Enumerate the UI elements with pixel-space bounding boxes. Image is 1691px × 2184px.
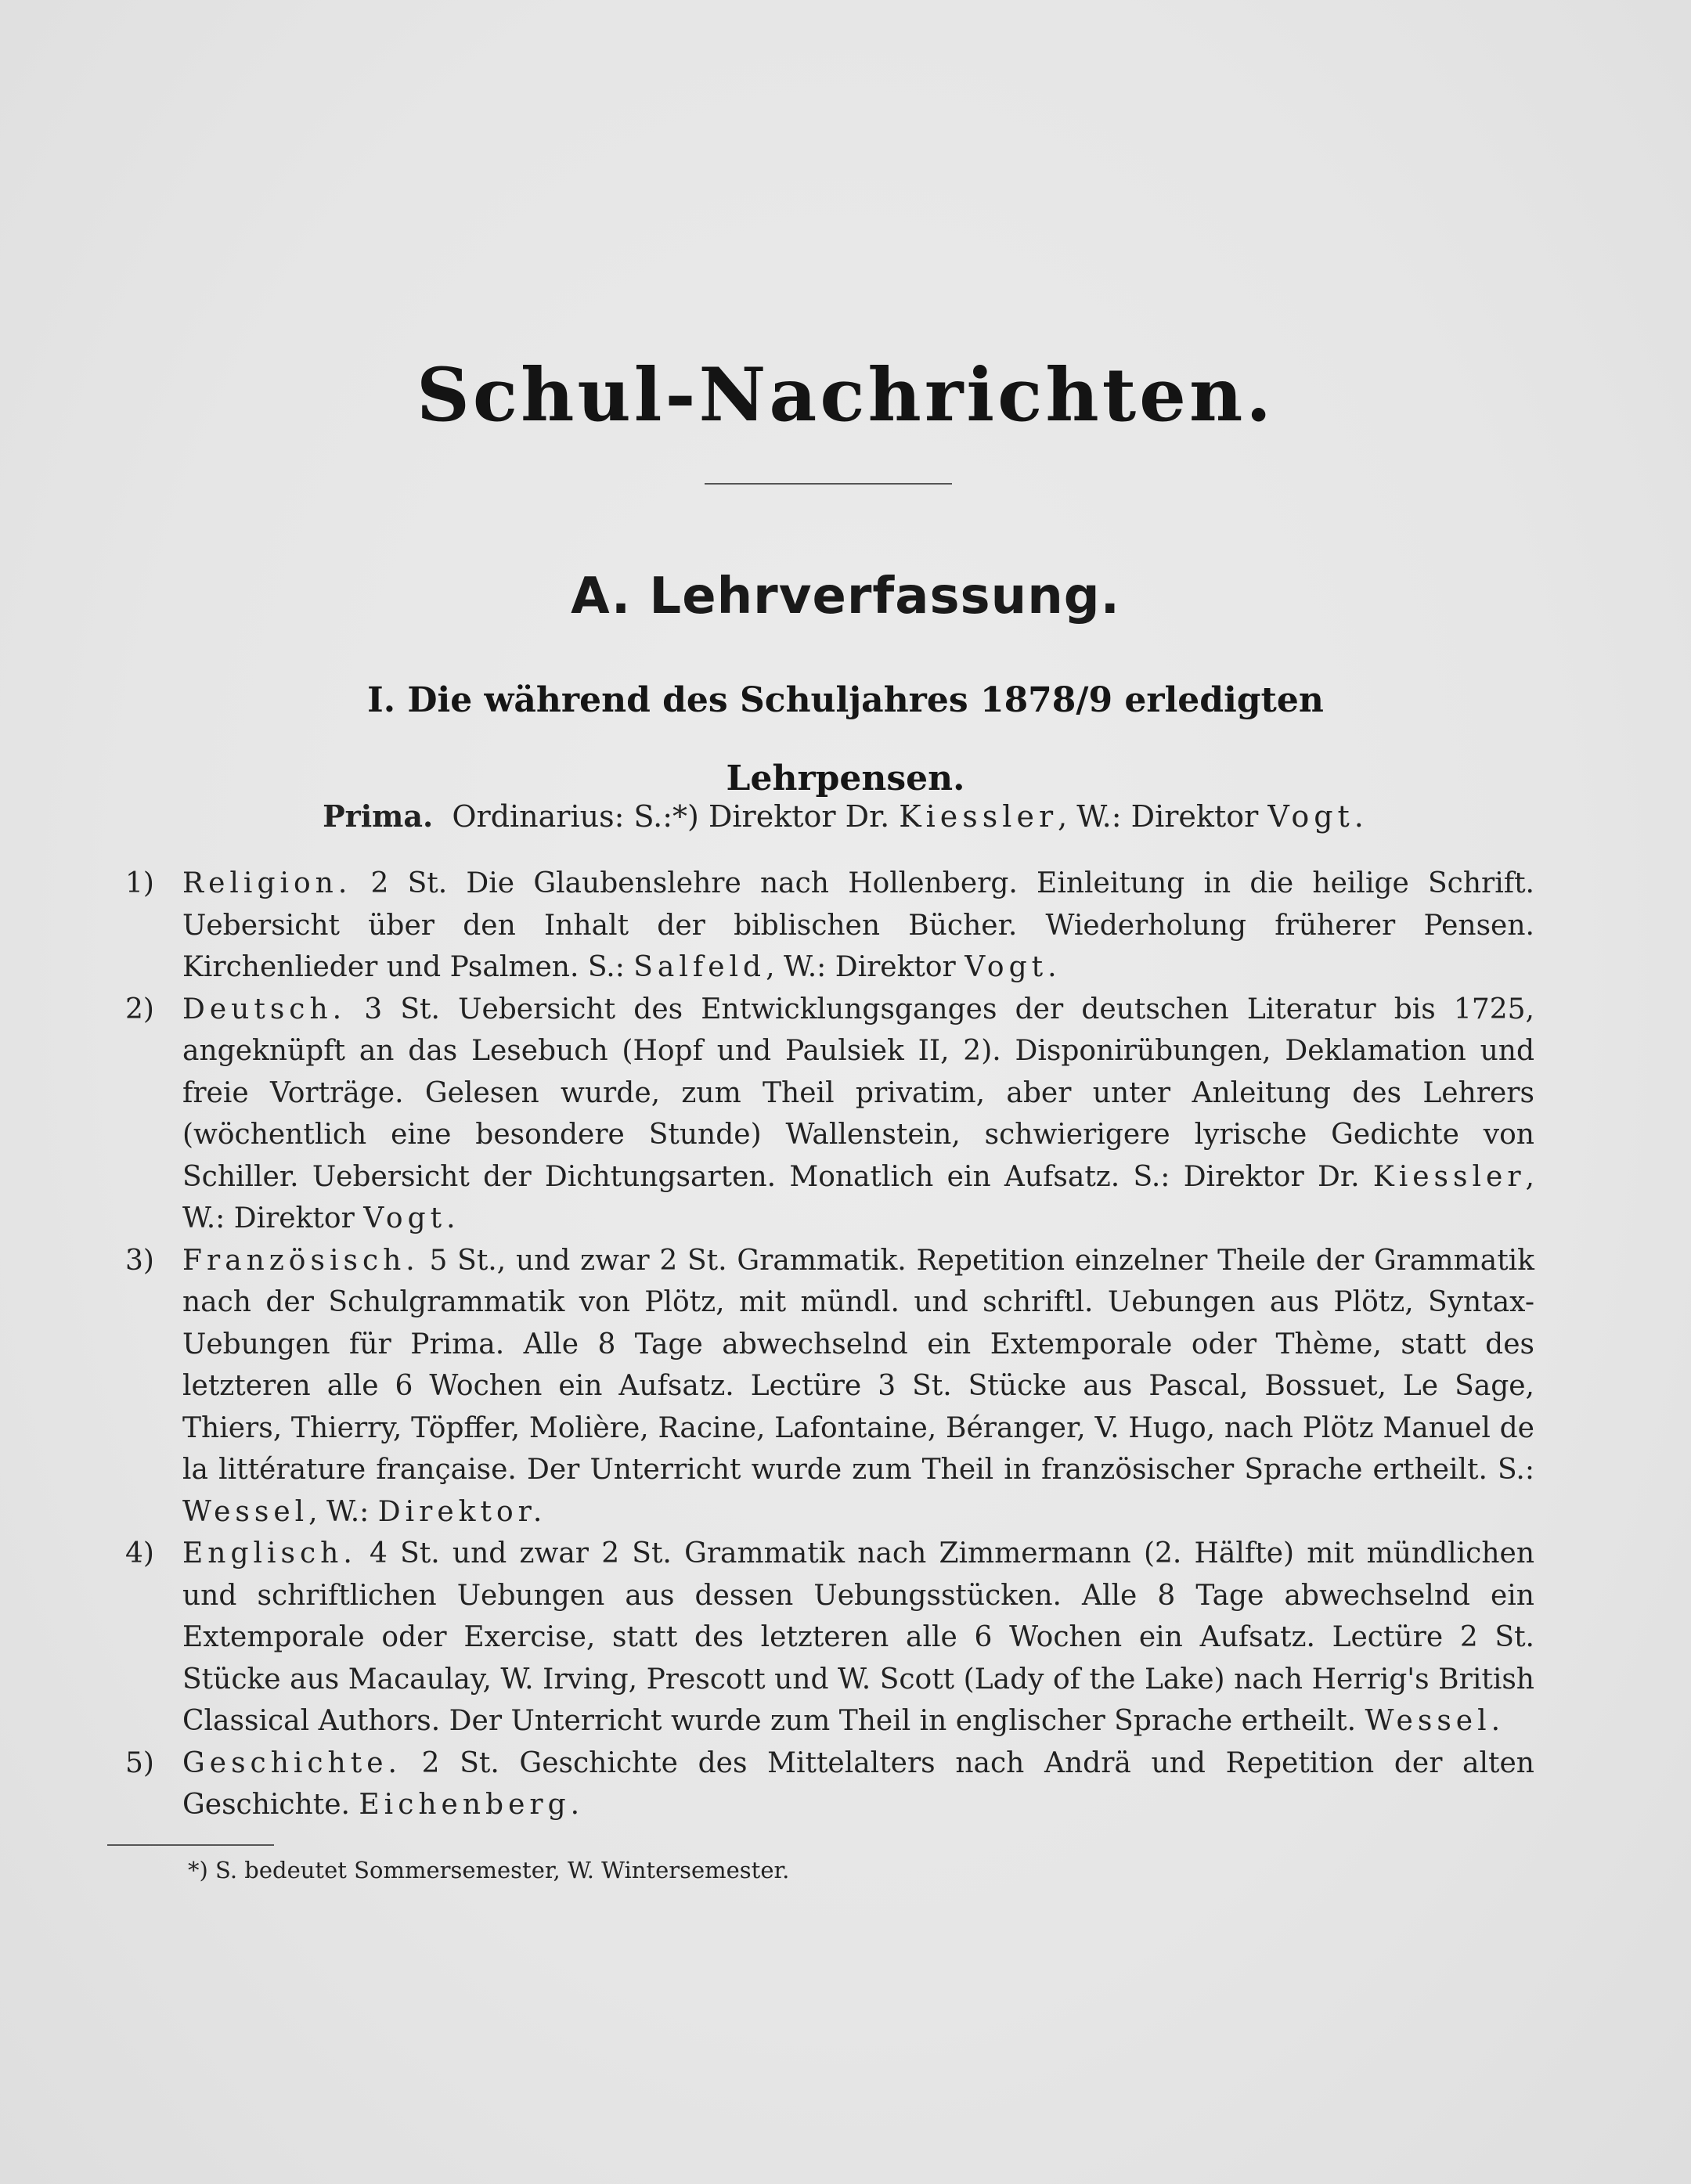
class-ordinarius-label: Ordinarius: S.:*) Direktor Dr. <box>452 799 890 834</box>
footnote: *) S. bedeutet Sommersemester, W. Wintersemester. <box>188 1857 790 1883</box>
item-teacher-1: Salfeld <box>633 951 766 983</box>
item-text-2: , W.: <box>308 1495 378 1528</box>
item-number: 3) <box>125 1244 154 1277</box>
footnote-divider <box>107 1844 274 1846</box>
item-text-2: , W.: Direktor <box>182 1160 1534 1234</box>
item-number: 2) <box>125 993 154 1025</box>
item-teacher-2: Vogt. <box>964 951 1062 983</box>
class-name: Prima. <box>323 798 434 834</box>
item-teacher-1: Eichenberg. <box>359 1789 585 1821</box>
item-text: 2 St. Geschichte des Mittelalters nach Andrä und Repetition der alten Geschichte. <box>182 1746 1534 1821</box>
item-text: 5 St., und zwar 2 St. Grammatik. Repetition einzelner Theile der Grammatik nach der Schulgrammatik von Plötz, mit mündl. und schriftl. Uebungen aus Plötz, Syntax-Uebungen für Prima. Alle 8 Tage abwechselnd ein Extemporale oder Thème, statt des letzteren alle 6 Wochen ein Aufsatz. Lectüre 3 St. Stücke aus Pascal, Bossuet, Le Sage, Thiers, Thierry, Töpffer, Molière, Racine, Lafontaine, Béranger, V. Hugo, nach Plötz Manuel de la littérature française. Der Unterricht wurde zum Theil in französischer Sprache ertheilt. S.: <box>182 1244 1534 1486</box>
item-text: 2 St. Die Glaubenslehre nach Hollenberg. Einleitung in die heilige Schrift. Uebersicht über den Inhalt der biblischen Bücher. Wiederholung früherer Pensen. Kirchenlieder und Psalmen. S.: <box>182 867 1534 983</box>
item-teacher-1: Wessel <box>182 1495 309 1528</box>
class-info-line <box>0 798 1691 834</box>
item-subject: Religion. <box>182 867 352 899</box>
item-subject: Geschichte. <box>182 1746 402 1779</box>
subsection-line-1: I. Die während des Schuljahres 1878/9 erledigten <box>367 680 1324 720</box>
item-subject: Deutsch. <box>182 993 347 1025</box>
item-teacher-2: Direktor. <box>377 1495 547 1528</box>
item-text: 4 St. und zwar 2 St. Grammatik nach Zimmermann (2. Hälfte) mit mündlichen und schriftlichen Uebungen aus dessen Uebungsstücken. Alle 8 Tage abwechselnd ein Extemporale oder Exercise, statt des letzteren alle 6 Wochen ein Aufsatz. Lectüre 2 St. Stücke aus Macaulay, W. Irving, Prescott und W. Scott (Lady of the Lake) nach Herrig's British Classical Authors. Der Unterricht wurde zum Theil in englischer Sprache ertheilt. <box>182 1537 1534 1737</box>
section-heading: A. Lehrverfassung. <box>571 568 1120 625</box>
item-teacher-1: Kiessler <box>1372 1160 1526 1193</box>
class-teacher-name-2: Vogt. <box>1267 799 1368 834</box>
list-item <box>125 863 1534 989</box>
item-subject: Französisch. <box>182 1244 420 1277</box>
subsection-heading <box>0 661 1691 818</box>
page-title: Schul-Nachrichten. <box>416 352 1275 438</box>
class-middle-text: , W.: Direktor <box>1058 799 1259 834</box>
title-divider <box>705 483 952 485</box>
subsection-line-2: Lehrpensen. <box>726 759 965 798</box>
list-item <box>125 1743 1534 1826</box>
item-text: 3 St. Uebersicht des Entwicklungsganges der deutschen Literatur bis 1725, angeknüpft an das Lesebuch (Hopf und Paulsiek II, 2). Disponirübungen, Deklamation und freie Vorträge. Gelesen wurde, zum Theil privatim, aber unter Anleitung des Lehrers (wöchentlich eine besondere Stunde) Wallenstein, schwierigere lyrische Gedichte von Schiller. Uebersicht der Dichtungsarten. Monatlich ein Aufsatz. S.: Direktor Dr. <box>182 993 1534 1193</box>
item-subject: Englisch. <box>182 1537 357 1570</box>
item-number: 1) <box>125 867 154 899</box>
item-teacher-1: Wessel. <box>1365 1705 1505 1737</box>
list-item <box>125 1240 1534 1533</box>
item-number: 4) <box>125 1537 154 1570</box>
subject-list <box>125 863 1534 1826</box>
item-teacher-2: Vogt. <box>363 1202 460 1234</box>
class-teacher-name-1: Kiessler <box>899 799 1058 834</box>
list-item <box>125 1533 1534 1743</box>
item-text-2: , W.: Direktor <box>766 951 965 983</box>
list-item <box>125 989 1534 1240</box>
item-number: 5) <box>125 1746 154 1779</box>
